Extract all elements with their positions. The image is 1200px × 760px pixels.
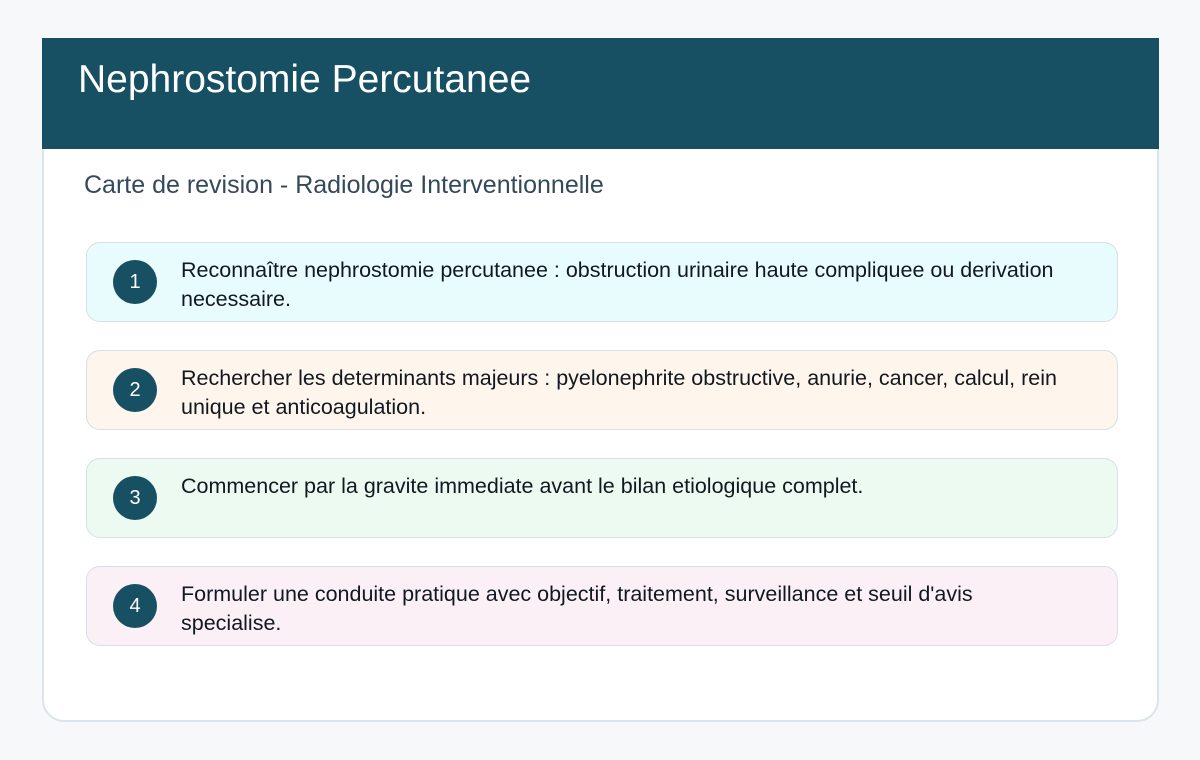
item-number-badge: 3: [113, 476, 157, 520]
card-title: Nephrostomie Percutanee: [78, 58, 532, 101]
list-item: [86, 458, 1118, 538]
item-text: Commencer par la gravite immediate avant le bilan etiologique complet.: [181, 474, 864, 498]
item-number-badge: 2: [113, 368, 157, 412]
item-list: [86, 242, 1118, 674]
item-number-badge: 4: [113, 584, 157, 628]
item-text: Rechercher les determinants majeurs : pyelonephrite obstructive, anurie, cancer, calcul, rein unique et anticoagulation.: [181, 366, 1057, 419]
item-number-badge: 1: [113, 260, 157, 304]
card-subtitle: Carte de revision - Radiologie Interventionnelle: [84, 171, 604, 199]
item-text: Reconnaître nephrostomie percutanee : obstruction urinaire haute compliquee ou derivation necessaire.: [181, 258, 1054, 311]
item-text: Formuler une conduite pratique avec objectif, traitement, surveillance et seuil d'avis specialise.: [181, 582, 973, 635]
list-item: [86, 566, 1118, 646]
card-header: [42, 38, 1159, 149]
revision-card: [42, 38, 1159, 722]
list-item: [86, 350, 1118, 430]
list-item: [86, 242, 1118, 322]
